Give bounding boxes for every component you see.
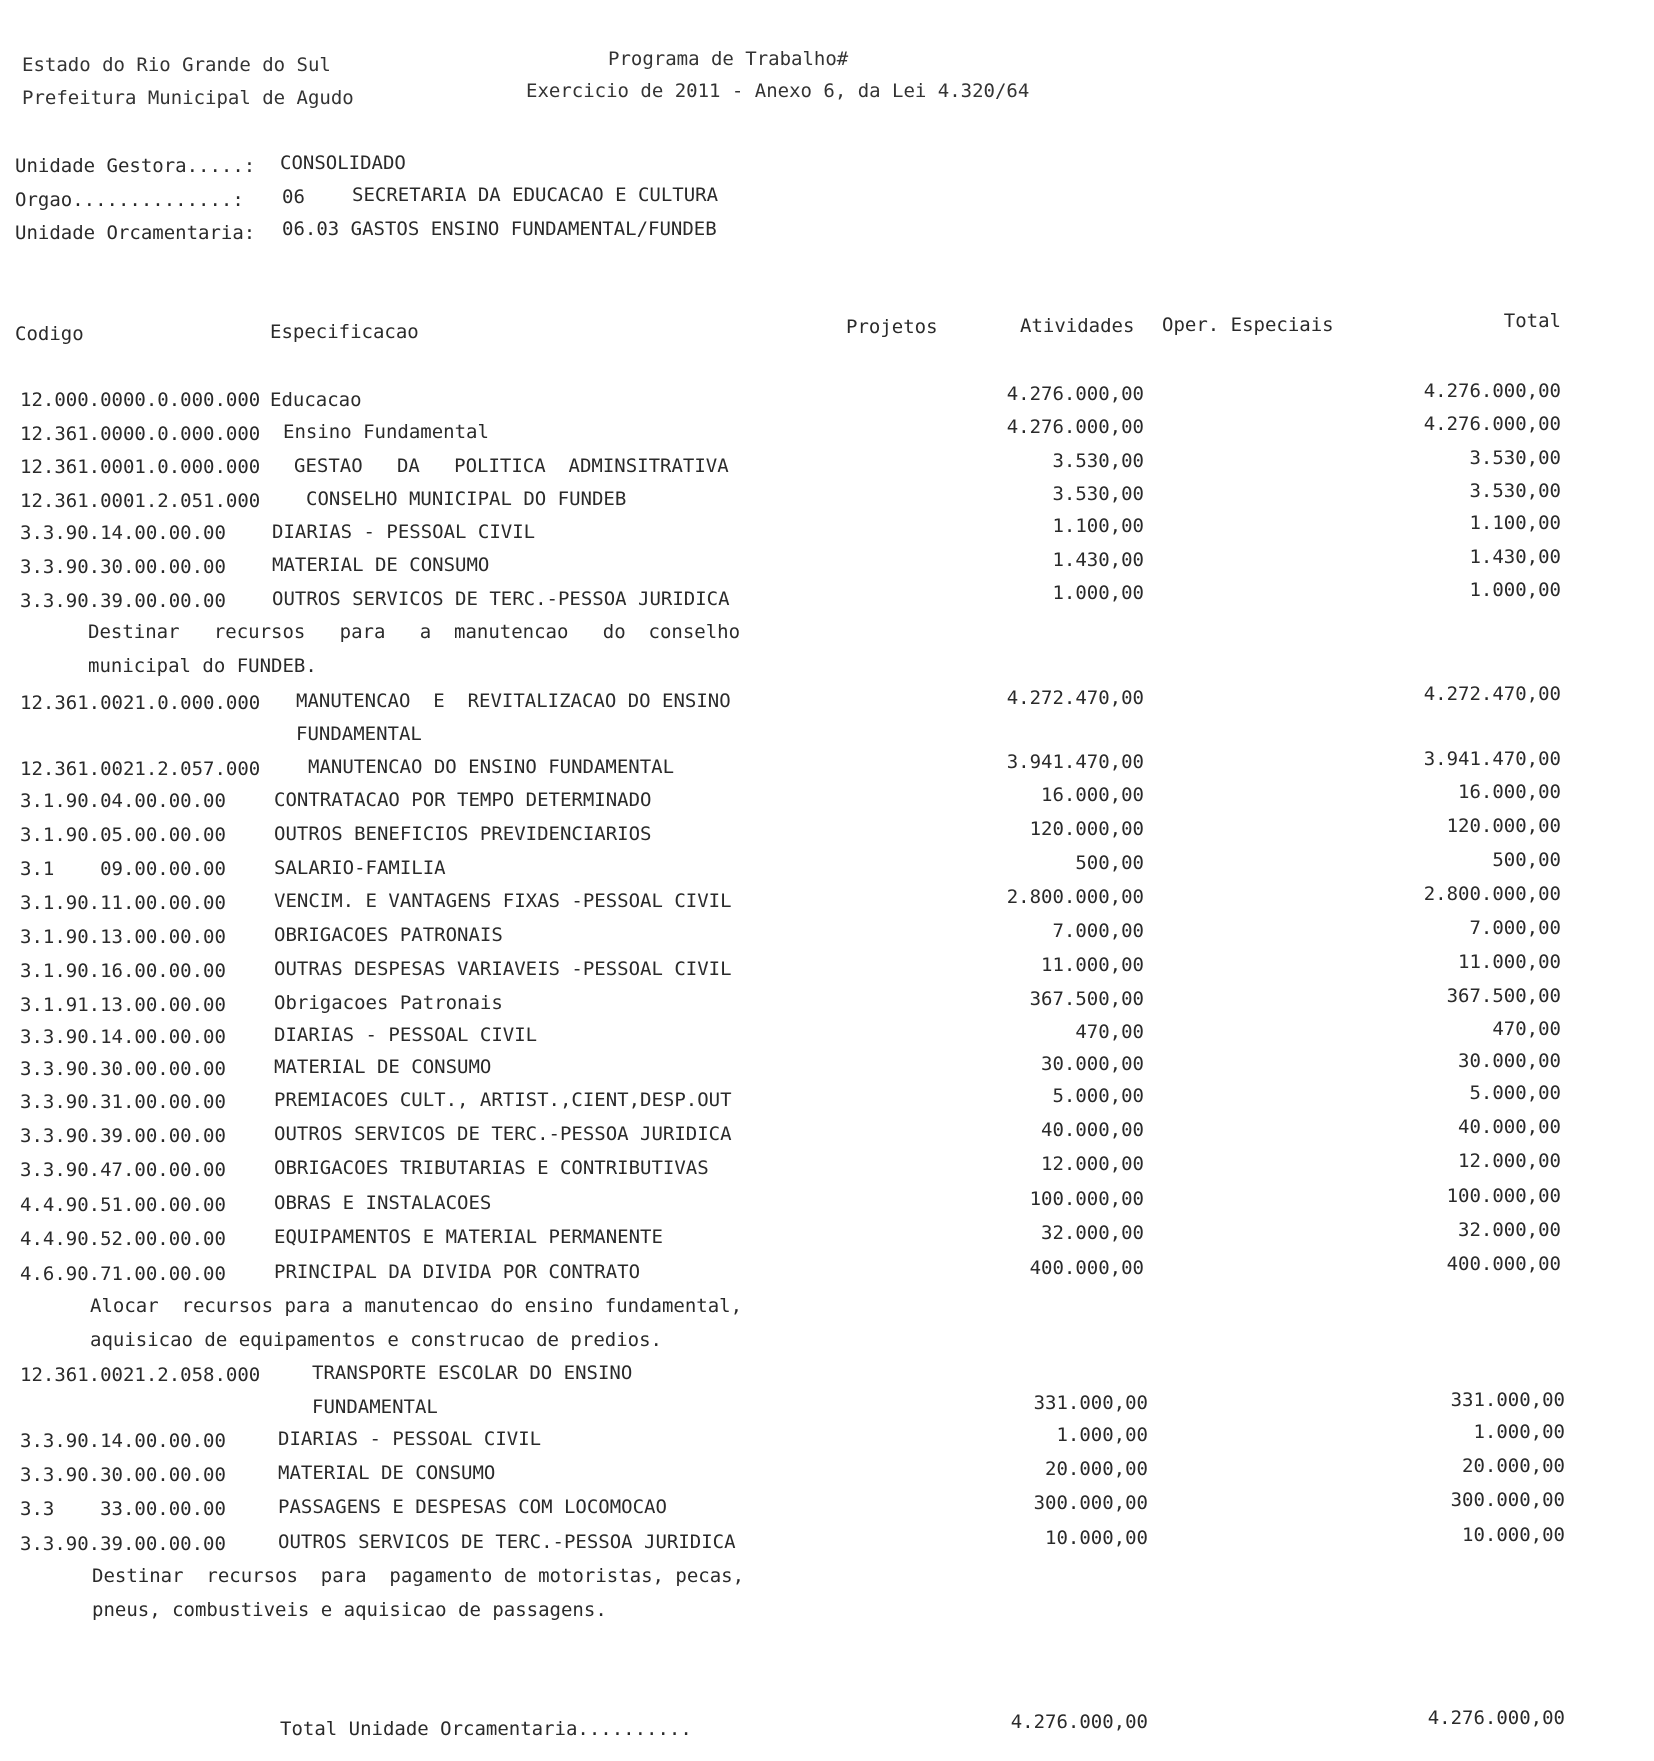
description-line: Alocar recursos para a manutencao do ensino fundamental, [90,1295,743,1317]
row-code: 3.3.90.30.00.00.00 [20,1058,226,1080]
row-spec: MATERIAL DE CONSUMO [274,1056,492,1078]
row-total: 4.272.470,00 [1423,683,1561,705]
row-code: 3.3.90.30.00.00.00 [20,556,226,578]
orgao-value: SECRETARIA DA EDUCACAO E CULTURA [352,184,719,206]
description-line: pneus, combustiveis e aquisicao de passagens. [92,1599,607,1621]
row-code: 3.3 33.00.00.00 [20,1498,226,1520]
col-header-especificacao: Especificacao [270,321,419,343]
row-atividades: 1.100,00 [1052,515,1144,537]
row-spec: Ensino Fundamental [283,421,489,443]
row-atividades: 12.000,00 [1041,1153,1144,1175]
orgao-label: Orgao..............: [15,189,244,211]
row-atividades: 7.000,00 [1052,920,1144,942]
row-atividades: 4.272.470,00 [1006,687,1144,709]
row-code: 12.361.0021.0.000.000 [20,692,261,714]
row-total: 30.000,00 [1458,1050,1561,1072]
row-atividades: 10.000,00 [1045,1527,1148,1549]
orgao-code: 06 [282,186,305,208]
row-atividades: 2.800.000,00 [1006,886,1144,908]
row-spec: GESTAO DA POLITICA ADMINSITRATIVA [294,455,729,477]
unidade-gestora-label: Unidade Gestora.....: [15,155,256,177]
row-atividades: 120.000,00 [1029,818,1144,840]
row-spec: VENCIM. E VANTAGENS FIXAS -PESSOAL CIVIL [274,890,732,912]
row-atividades: 367.500,00 [1029,988,1144,1010]
row-atividades: 1.000,00 [1056,1424,1148,1446]
row-spec-continuation: FUNDAMENTAL [312,1396,438,1418]
row-total: 120.000,00 [1446,815,1561,837]
row-code: 3.1 09.00.00.00 [20,858,226,880]
row-spec: OBRIGACOES TRIBUTARIAS E CONTRIBUTIVAS [274,1157,709,1179]
row-atividades: 3.530,00 [1052,483,1144,505]
row-code: 3.3.90.14.00.00.00 [20,1026,226,1048]
row-spec: MATERIAL DE CONSUMO [272,554,490,576]
row-atividades: 1.430,00 [1052,549,1144,571]
row-code: 3.3.90.39.00.00.00 [20,1125,226,1147]
row-code: 3.3.90.39.00.00.00 [20,590,226,612]
row-total: 4.276.000,00 [1423,380,1561,402]
row-total: 4.276.000,00 [1423,413,1561,435]
row-total: 7.000,00 [1469,917,1561,939]
row-total: 3.941.470,00 [1423,748,1561,770]
exercise-title: Exercicio de 2011 - Anexo 6, da Lei 4.320/64 [526,80,1030,102]
row-code: 3.1.90.05.00.00.00 [20,824,226,846]
row-spec: OUTRAS DESPESAS VARIAVEIS -PESSOAL CIVIL [274,958,732,980]
row-total: 1.100,00 [1469,512,1561,534]
row-total: 470,00 [1492,1018,1561,1040]
row-code: 3.1.90.16.00.00.00 [20,960,226,982]
row-total: 331.000,00 [1450,1389,1565,1411]
row-spec: TRANSPORTE ESCOLAR DO ENSINO [312,1362,633,1384]
row-total: 5.000,00 [1469,1082,1561,1104]
col-header-oper-especiais: Oper. Especiais [1162,314,1334,336]
row-total: 2.800.000,00 [1423,883,1561,905]
row-code: 12.361.0021.2.057.000 [20,758,261,780]
row-spec: PASSAGENS E DESPESAS COM LOCOMOCAO [278,1496,667,1518]
row-atividades: 3.941.470,00 [1006,751,1144,773]
row-code: 12.361.0001.2.051.000 [20,490,261,512]
row-code: 12.000.0000.0.000.000 [20,389,261,411]
row-atividades: 30.000,00 [1041,1053,1144,1075]
row-code: 3.3.90.14.00.00.00 [20,522,226,544]
row-atividades: 4.276.000,00 [1006,416,1144,438]
col-header-atividades: Atividades [1020,315,1135,337]
row-atividades: 11.000,00 [1041,954,1144,976]
row-code: 12.361.0021.2.058.000 [20,1364,261,1386]
description-line: municipal do FUNDEB. [88,655,317,677]
row-spec: MANUTENCAO E REVITALIZACAO DO ENSINO [296,690,731,712]
row-code: 4.6.90.71.00.00.00 [20,1263,226,1285]
row-total: 20.000,00 [1462,1455,1565,1477]
row-total: 300.000,00 [1450,1489,1565,1511]
row-atividades: 32.000,00 [1041,1222,1144,1244]
row-total: 16.000,00 [1458,781,1561,803]
row-atividades: 100.000,00 [1029,1188,1144,1210]
row-code: 3.3.90.47.00.00.00 [20,1159,226,1181]
row-total: 1.430,00 [1469,546,1561,568]
row-total: 400.000,00 [1446,1253,1561,1275]
state-name: Estado do Rio Grande do Sul [22,54,331,76]
program-title: Programa de Trabalho# [608,48,849,70]
row-code: 4.4.90.51.00.00.00 [20,1194,226,1216]
row-total: 40.000,00 [1458,1116,1561,1138]
total-atividades: 4.276.000,00 [1010,1711,1148,1733]
row-spec: Obrigacoes Patronais [274,992,503,1014]
row-total: 500,00 [1492,849,1561,871]
row-code: 12.361.0000.0.000.000 [20,423,261,445]
row-total: 12.000,00 [1458,1150,1561,1172]
row-code: 3.1.90.04.00.00.00 [20,790,226,812]
unidade-orcamentaria-value: 06.03 GASTOS ENSINO FUNDAMENTAL/FUNDEB [282,218,717,240]
col-header-codigo: Codigo [15,323,84,345]
row-spec: CONTRATACAO POR TEMPO DETERMINADO [274,789,652,811]
description-line: Destinar recursos para pagamento de motoristas, pecas, [92,1565,745,1587]
row-total: 1.000,00 [1473,1421,1565,1443]
row-atividades: 300.000,00 [1033,1492,1148,1514]
row-code: 3.1.90.13.00.00.00 [20,926,226,948]
row-spec: DIARIAS - PESSOAL CIVIL [274,1024,538,1046]
row-total: 3.530,00 [1469,447,1561,469]
municipality-name: Prefeitura Municipal de Agudo [22,87,354,109]
row-atividades: 331.000,00 [1033,1392,1148,1414]
row-total: 32.000,00 [1458,1219,1561,1241]
description-line: aquisicao de equipamentos e construcao de predios. [90,1329,662,1351]
col-header-projetos: Projetos [846,316,938,338]
row-atividades: 5.000,00 [1052,1085,1144,1107]
row-spec: OUTROS SERVICOS DE TERC.-PESSOA JURIDICA [272,588,730,610]
row-atividades: 500,00 [1075,852,1144,874]
unidade-gestora-value: CONSOLIDADO [280,152,406,174]
row-spec: MATERIAL DE CONSUMO [278,1462,496,1484]
row-spec: EQUIPAMENTOS E MATERIAL PERMANENTE [274,1226,663,1248]
row-spec: SALARIO-FAMILIA [274,857,446,879]
row-spec: OUTROS SERVICOS DE TERC.-PESSOA JURIDICA [278,1531,736,1553]
row-code: 3.1.90.11.00.00.00 [20,892,226,914]
row-spec: OUTROS SERVICOS DE TERC.-PESSOA JURIDICA [274,1123,732,1145]
row-spec: OBRIGACOES PATRONAIS [274,924,503,946]
total-value: 4.276.000,00 [1427,1707,1565,1729]
row-atividades: 400.000,00 [1029,1257,1144,1279]
row-total: 11.000,00 [1458,951,1561,973]
row-total: 3.530,00 [1469,480,1561,502]
row-total: 367.500,00 [1446,985,1561,1007]
row-total: 1.000,00 [1469,579,1561,601]
row-atividades: 16.000,00 [1041,784,1144,806]
row-code: 3.3.90.30.00.00.00 [20,1464,226,1486]
row-atividades: 40.000,00 [1041,1119,1144,1141]
row-spec: OBRAS E INSTALACOES [274,1192,492,1214]
row-atividades: 1.000,00 [1052,582,1144,604]
row-total: 100.000,00 [1446,1185,1561,1207]
row-atividades: 4.276.000,00 [1006,383,1144,405]
row-code: 4.4.90.52.00.00.00 [20,1228,226,1250]
total-unidade-label: Total Unidade Orcamentaria.......... [280,1718,692,1740]
row-code: 3.3.90.39.00.00.00 [20,1533,226,1555]
row-spec: DIARIAS - PESSOAL CIVIL [278,1428,542,1450]
unidade-orcamentaria-label: Unidade Orcamentaria: [15,222,256,244]
col-header-total: Total [1503,310,1561,332]
row-total: 10.000,00 [1462,1524,1565,1546]
row-code: 12.361.0001.0.000.000 [20,456,261,478]
row-spec: PREMIACOES CULT., ARTIST.,CIENT,DESP.OUT [274,1089,732,1111]
row-spec: MANUTENCAO DO ENSINO FUNDAMENTAL [308,756,675,778]
description-line: Destinar recursos para a manutencao do conselho [88,621,741,643]
row-spec: DIARIAS - PESSOAL CIVIL [272,521,536,543]
row-atividades: 470,00 [1075,1021,1144,1043]
row-atividades: 20.000,00 [1045,1458,1148,1480]
row-spec: PRINCIPAL DA DIVIDA POR CONTRATO [274,1261,641,1283]
row-spec: Educacao [270,389,362,411]
row-code: 3.1.91.13.00.00.00 [20,994,226,1016]
row-code: 3.3.90.14.00.00.00 [20,1430,226,1452]
row-code: 3.3.90.31.00.00.00 [20,1091,226,1113]
row-atividades: 3.530,00 [1052,450,1144,472]
row-spec: CONSELHO MUNICIPAL DO FUNDEB [306,488,627,510]
row-spec: OUTROS BENEFICIOS PREVIDENCIARIOS [274,823,652,845]
row-spec-continuation: FUNDAMENTAL [296,723,422,745]
